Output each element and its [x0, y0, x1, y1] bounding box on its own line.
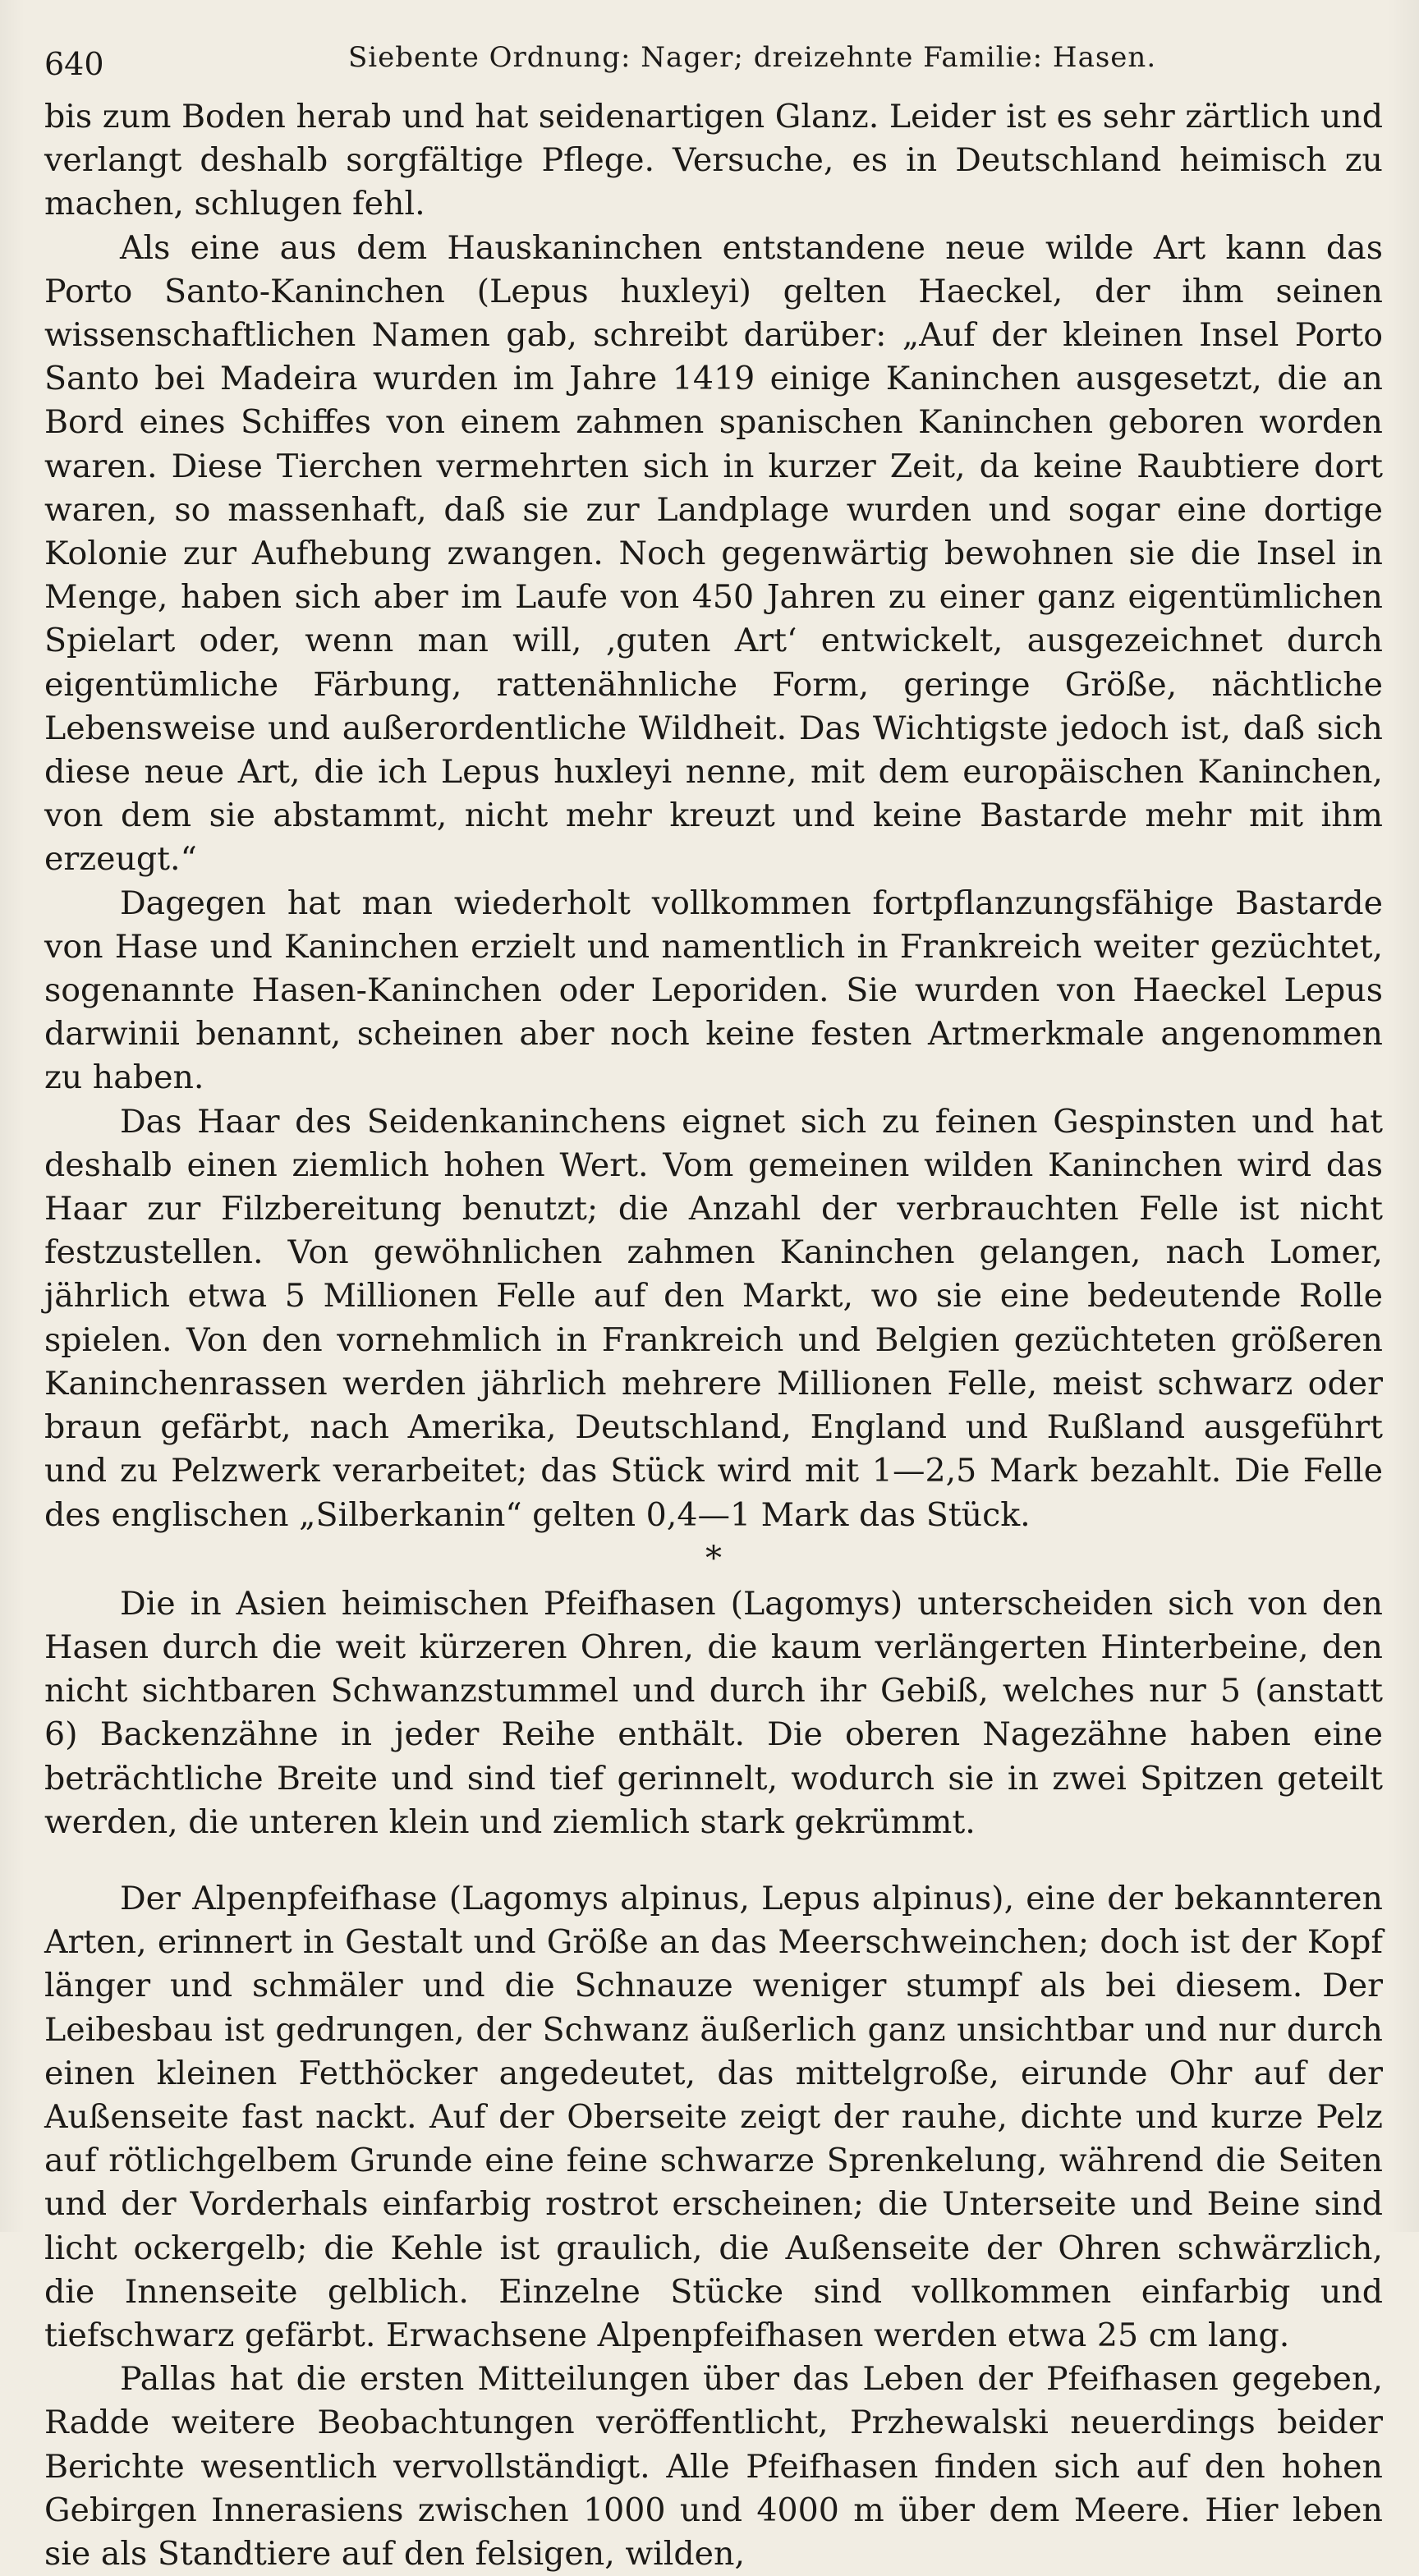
- paragraph-continuation: bis zum Boden herab und hat seidenartigen Glanz. Leider ist es sehr zärtlich und verlangt deshalb sorgfältige Pflege. Versuche, es in Deutschland heimisch zu machen, schlugen fehl.: [44, 98, 1383, 223]
- paragraph-leporiden: Dagegen hat man wiederholt vollkommen fortpflanzungsfähige Bastarde von Hase und Kaninchen erzielt und namentlich in Frankreich weiter gezüchtet, sogenannte Hasen-Kaninchen oder Leporiden. Sie wurden von Haeckel Lepus darwinii benannt, scheinen aber noch keine festen Artmerkmale angenommen zu haben.: [44, 884, 1383, 1097]
- paragraph-fur-trade: Das Haar des Seidenkaninchens eignet sich zu feinen Gespinsten und hat deshalb einen ziemlich hohen Wert. Vom gemeinen wilden Kaninchen wird das Haar zur Filzbereitung benutzt; die Anzahl der verbrauchten Felle ist nicht festzustellen. Von gewöhnlichen zahmen Kaninchen gelangen, nach Lomer, jährlich etwa 5 Millionen Felle auf den Markt, wo sie eine bedeutende Rolle spielen. Von den vornehmlich in Frankreich und Belgien gezüchteten größeren Kaninchenrassen werden jährlich mehrere Millionen Felle, meist schwarz oder braun gefärbt, nach Amerika, Deutschland, England und Rußland ausgeführt und zu Pelzwerk verarbeitet; das Stück wird mit 1—2,5 Mark bezahlt. Die Felle des englischen „Silberkanin“ gelten 0,4—1 Mark das Stück.: [44, 1102, 1383, 1534]
- page-header: [44, 41, 1383, 95]
- page-number: 640: [44, 46, 104, 82]
- paragraph-porto-santo: Als eine aus dem Hauskaninchen entstandene neue wilde Art kann das Porto Santo-Kaninchen (Lepus huxleyi) gelten Haeckel, der ihm seinen wissenschaftlichen Namen gab, schreibt darüber: „Auf der kleinen Insel Porto Santo bei Madeira wurden im Jahre 1419 einige Kaninchen ausgesetzt, die an Bord eines Schiffes von einem zahmen spanischen Kaninchen geboren worden waren. Diese Tierchen vermehrten sich in kurzer Zeit, da keine Raubtiere dort waren, so massenhaft, daß sie zur Landplage wurden und sogar eine dortige Kolonie zur Aufhebung zwangen. Noch gegenwärtig bewohnen sie die Insel in Menge, haben sich aber im Laufe von 450 Jahren zu einer ganz eigentümlichen Spielart oder, wenn man will, ‚guten Art‘ entwickelt, ausgezeichnet durch eigentümliche Färbung, rattenähnliche Form, geringe Größe, nächtliche Lebensweise und außerordentliche Wildheit. Das Wichtigste jedoch ist, daß sich diese neue Art, die ich Lepus huxleyi nenne, mit dem europäischen Kaninchen, von dem sie abstammt, nicht mehr kreuzt und keine Bastarde mehr mit ihm erzeugt.“: [44, 228, 1383, 879]
- paragraph-pfeifhasen: Die in Asien heimischen Pfeifhasen (Lagomys) unterscheiden sich von den Hasen durch die weit kürzeren Ohren, die kaum verlängerten Hinterbeine, den nicht sichtbaren Schwanzstummel und durch ihr Gebiß, welches nur 5 (anstatt 6) Backenzähne in jeder Reihe enthält. Die oberen Nagezähne haben eine beträchtliche Breite und sind tief gerinnelt, wodurch sie in zwei Spitzen geteilt werden, die unteren klein und ziemlich stark gekrümmt.: [44, 1584, 1383, 1841]
- running-head: Siebente Ordnung: Nager; dreizehnte Familie: Hasen.: [348, 41, 1157, 74]
- paragraph-alpenpfeifhase: Der Alpenpfeifhase (Lagomys alpinus, Lepus alpinus), eine der bekannteren Arten, erinnert in Gestalt und Größe an das Meerschweinchen; doch ist der Kopf länger und schmäler und die Schnauze weniger stumpf als bei diesem. Der Leibesbau ist gedrungen, der Schwanz äußerlich ganz unsichtbar und nur durch einen kleinen Fetthöcker angedeutet, das mittelgroße, eirunde Ohr auf der Außenseite fast nackt. Auf der Oberseite zeigt der rauhe, dichte und kurze Pelz auf rötlichgelbem Grunde eine feine schwarze Sprenkelung, während die Seiten und der Vorderhals einfarbig rostrot erscheinen; die Unterseite und Beine sind licht ockergelb; die Kehle ist graulich, die Außenseite der Ohren schwärzlich, die Innenseite gelblich. Einzelne Stücke sind vollkommen einfarbig und tiefschwarz gefärbt. Erwachsene Alpenpfeifhasen werden etwa 25 cm lang.: [44, 1879, 1383, 2354]
- paragraph-gap: [44, 1844, 1383, 1877]
- paragraph-pallas: Pallas hat die ersten Mitteilungen über das Leben der Pfeifhasen gegeben, Radde weitere Beobachtungen veröffentlicht, Przhewalski neuerdings beider Berichte wesentlich vervollständigt. Alle Pfeifhasen finden sich auf den hohen Gebirgen Innerasiens zwischen 1000 und 4000 m über dem Meere. Hier leben sie als Standtiere auf den felsigen, wilden,: [44, 2360, 1383, 2573]
- body-text: [44, 95, 1383, 2576]
- section-separator: *: [705, 1539, 722, 1577]
